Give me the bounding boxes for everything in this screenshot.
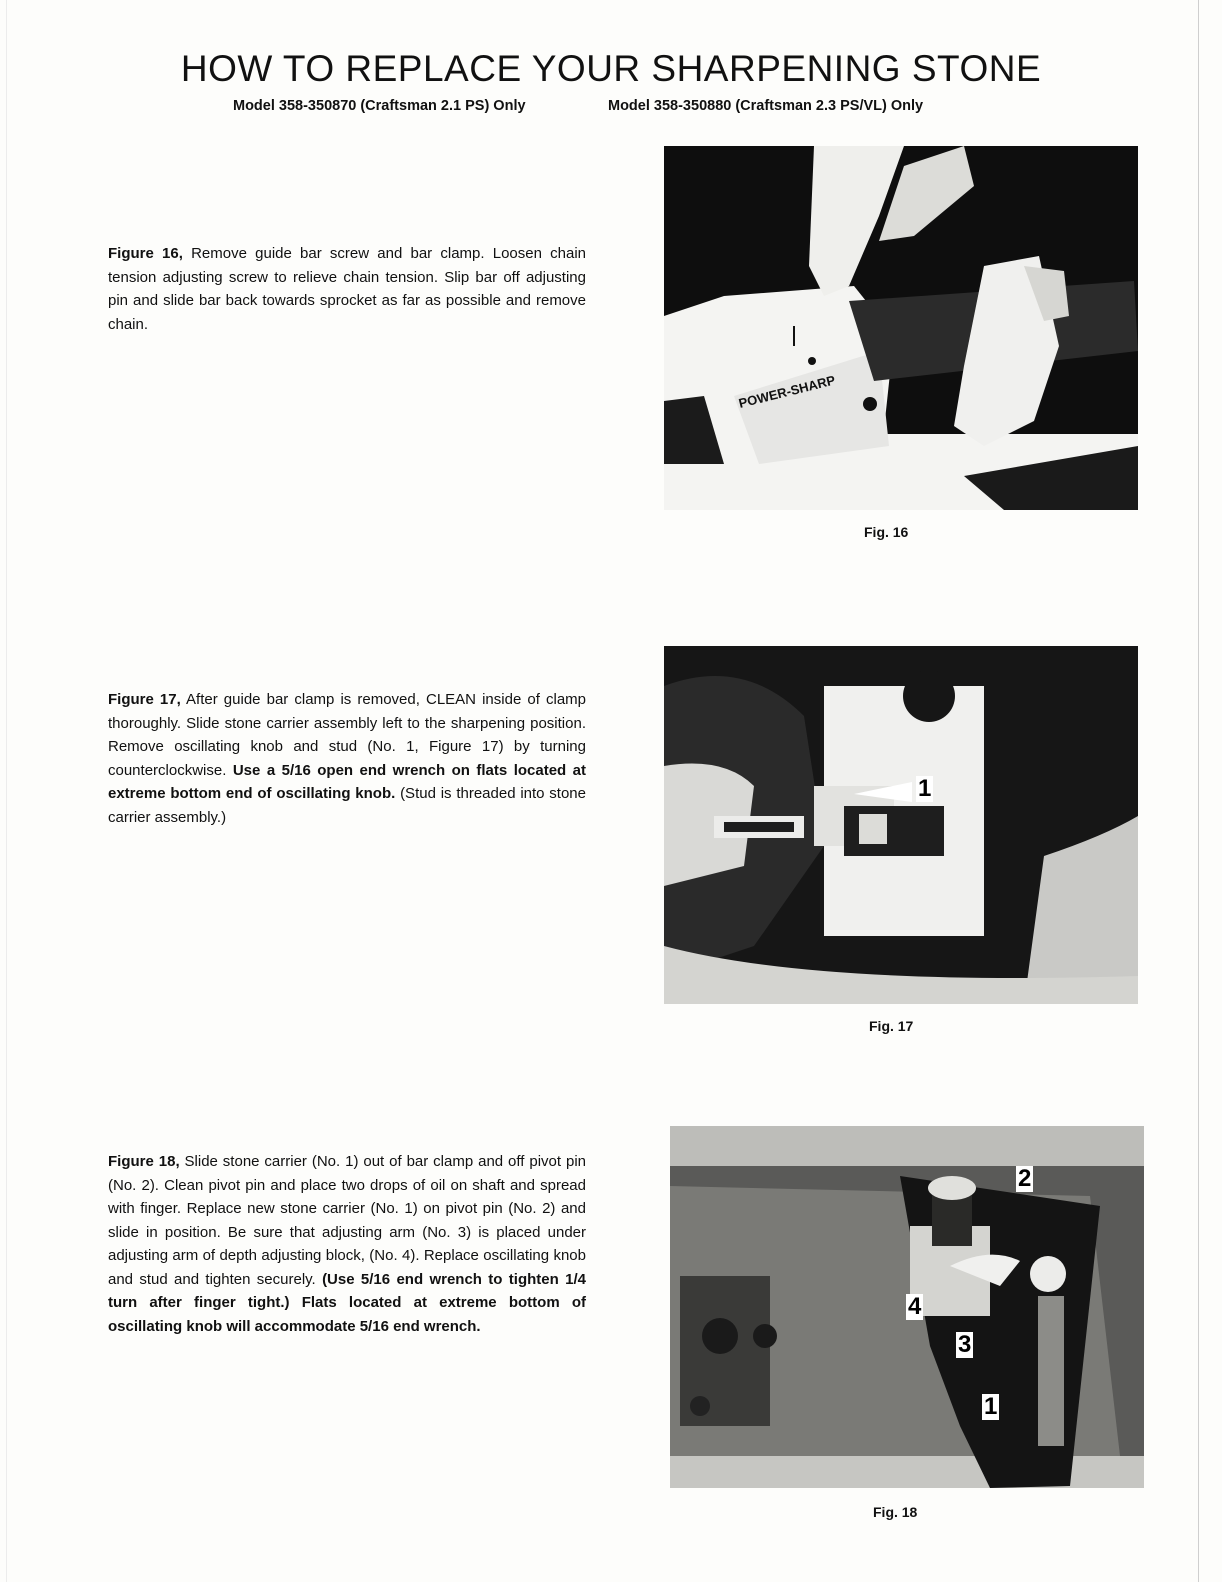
page-title: HOW TO REPLACE YOUR SHARPENING STONE: [180, 48, 1042, 89]
figure-18-callout-2: 2: [1018, 1165, 1032, 1192]
figure-17-photo: [664, 646, 1138, 1004]
figure-16-instructions: [108, 242, 586, 336]
figure-18-callout-3: 3: [958, 1331, 972, 1358]
page-edge-right: [1198, 0, 1199, 1582]
figure-16-text: Remove guide bar screw and bar clamp. Loosen chain tension adjusting screw to relieve chain tension. Slip bar off adjusting pin and slide bar back towards sprocket as far as possible and remove chain.: [108, 245, 586, 333]
figure-17-callout-1: 1: [918, 775, 932, 802]
figure-16-caption: Fig. 16: [864, 524, 909, 540]
figure-18-caption: Fig. 18: [873, 1504, 918, 1520]
figure-17-instructions: [108, 688, 586, 829]
power-sharp-label: POWER-SHARP: [737, 372, 837, 411]
figure-16-lead: Figure 16,: [108, 245, 183, 262]
figure-17-text: After guide bar clamp is removed, CLEAN inside of clamp thoroughly. Slide stone carrier assembly left to the sharpening position. Remove oscillating knob and stud (No. 1, Figure 17) by turning counterclockwise.: [108, 691, 586, 779]
figure-17-lead: Figure 17,: [108, 691, 181, 708]
figure-17-tail: (Stud is threaded into stone carrier assembly.): [108, 785, 586, 826]
figure-17-caption: Fig. 17: [869, 1018, 914, 1034]
figure-18-bold-text: (Use 5/16 end wrench to tighten 1/4 turn after finger tight.) Flats located at extreme bottom of oscillating knob will accommodate 5/16 end wrench.: [108, 1270, 586, 1335]
figure-18-instructions: [108, 1150, 586, 1338]
model-label-left: Model 358-350870 (Craftsman 2.1 PS) Only: [233, 98, 526, 114]
figure-17-bold-text: Use a 5/16 open end wrench on flats located at extreme bottom end of oscillating knob.: [108, 761, 586, 802]
figure-18-lead: Figure 18,: [108, 1153, 180, 1170]
figure-18-text: Slide stone carrier (No. 1) out of bar clamp and off pivot pin (No. 2). Clean pivot pin and place two drops of oil on shaft and spread with finger. Replace new stone carrier (No. 1) on pivot pin (No. 2) and slide in position. Be sure that adjusting arm (No. 3) is placed under adjusting arm of depth adjusting block, (No. 4). Replace oscillating knob and stud and tighten securely.: [108, 1153, 586, 1288]
figure-18-callout-4: 4: [908, 1293, 922, 1320]
figure-16-photo: [664, 146, 1138, 510]
figure-18-callout-1: 1: [984, 1393, 998, 1420]
figure-18-photo: [670, 1126, 1144, 1488]
page-edge-left: [6, 0, 7, 1582]
model-label-right: Model 358-350880 (Craftsman 2.3 PS/VL) Only: [608, 98, 924, 114]
